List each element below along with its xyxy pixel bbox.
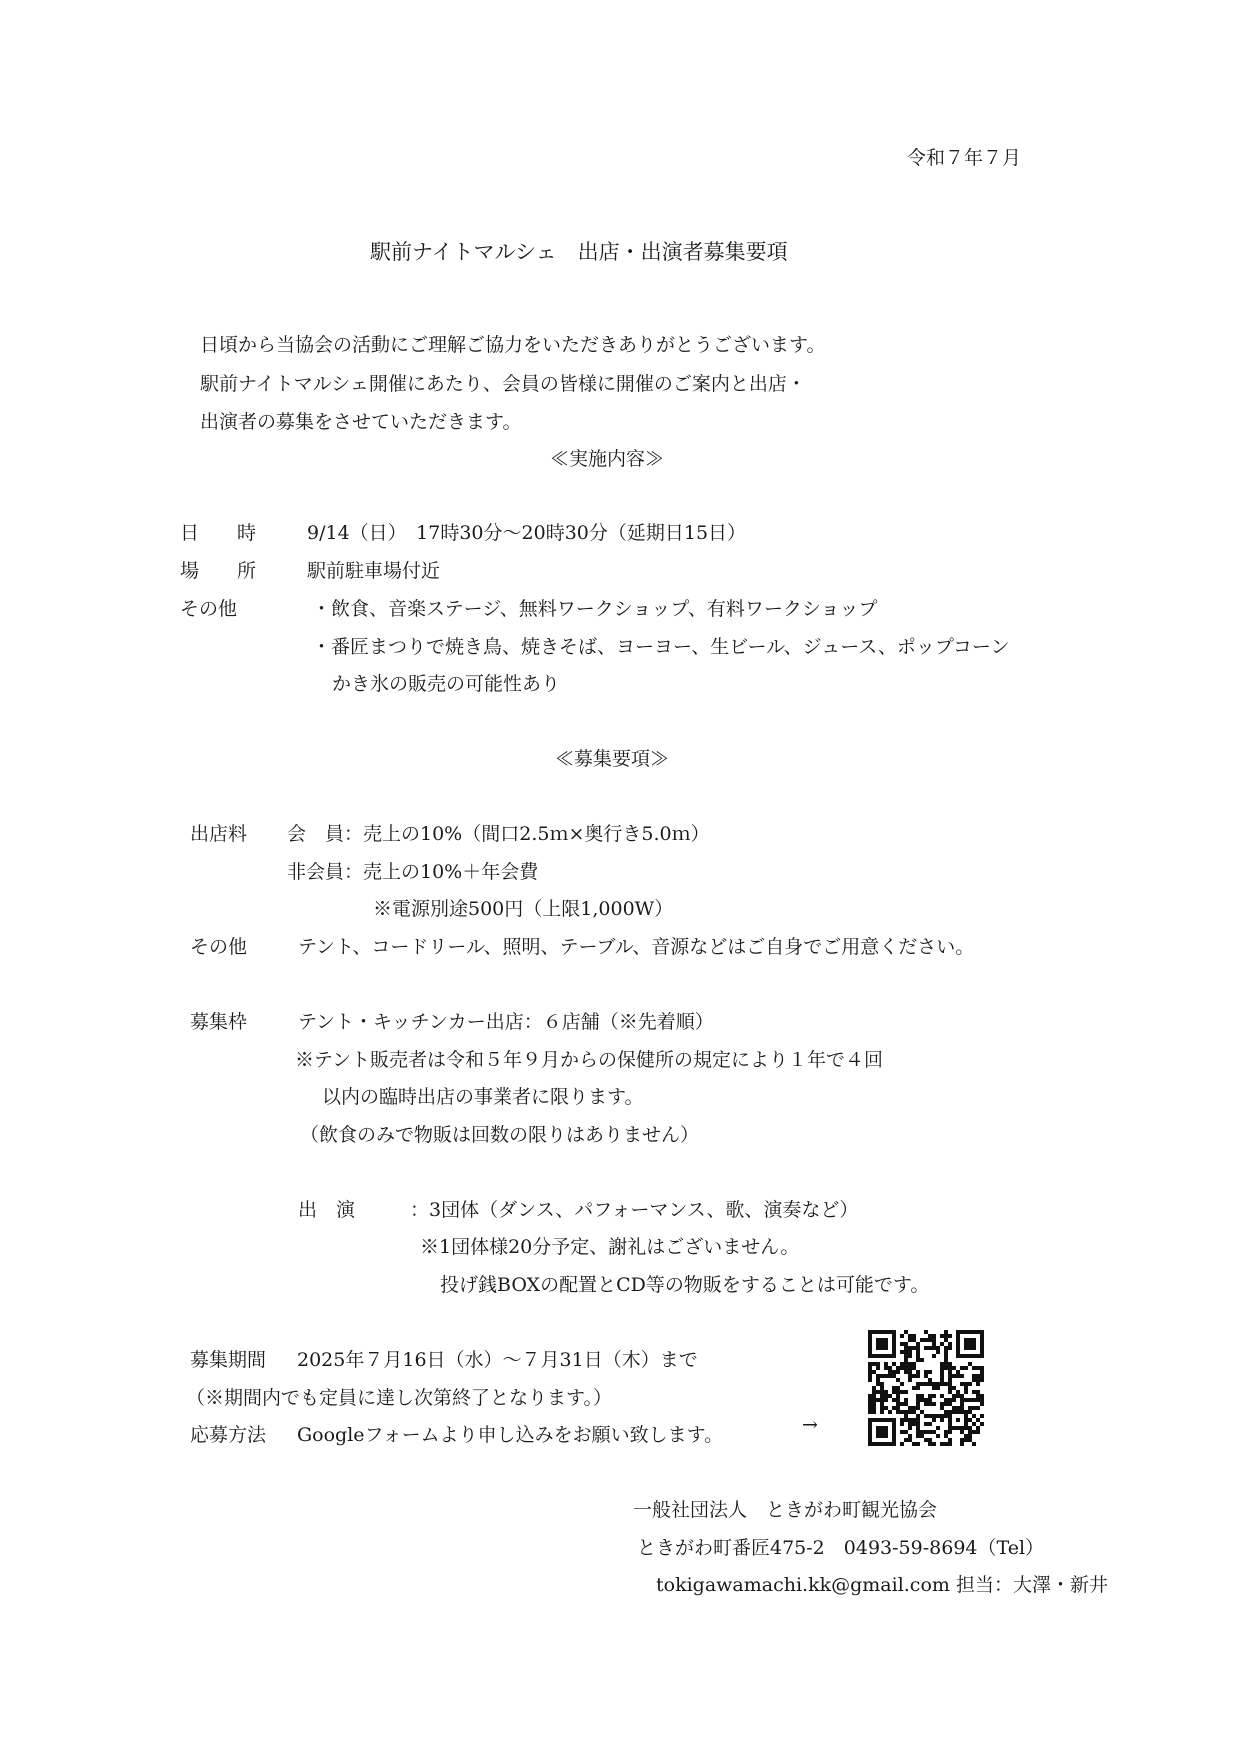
- contact-address: ときがわ町番匠475-2 0493-59-8694（Tel）: [637, 1537, 1045, 1559]
- page-title: 駅前ナイトマルシェ 出店・出演者募集要項: [370, 240, 788, 264]
- event-datetime-value: 9/14（日） 17時30分～20時30分（延期日15日）: [307, 522, 747, 544]
- event-place-label: 場 所: [180, 560, 257, 582]
- document-date: 令和７年７月: [907, 147, 1022, 169]
- period-label: 募集期間: [190, 1349, 267, 1371]
- fee-power-note: ※電源別途500円（上限1,000W）: [373, 898, 674, 920]
- perform-note-2: 投げ銭BOXの配置とCD等の物販をすることは可能です。: [440, 1274, 930, 1296]
- slots-value: テント・キッチンカー出店：６店舗（※先着順）: [298, 1011, 714, 1033]
- recruit-other-label: その他: [190, 936, 248, 958]
- period-note: （※期間内でも定員に達し次第終了となります。）: [186, 1387, 612, 1409]
- section-heading-recruit: ≪募集要項≫: [555, 748, 670, 770]
- event-other-label: その他: [180, 598, 238, 620]
- fee-member: 会 員：売上の10%（間口2.5ｍ×奥行き5.0ｍ）: [287, 823, 710, 845]
- apply-value: Googleフォームより申し込みをお願い致します。: [297, 1424, 724, 1446]
- perform-note-1: ※1団体様20分予定、謝礼はございません。: [420, 1236, 800, 1258]
- fee-label: 出店料: [190, 823, 248, 845]
- intro-line-1: 日頃から当協会の活動にご理解ご協力をいただきありがとうございます。: [200, 334, 826, 356]
- event-other-item-3: かき氷の販売の可能性あり: [332, 673, 561, 695]
- period-value: 2025年７月16日（水）～７月31日（木）まで: [297, 1349, 698, 1371]
- event-other-item-2: ・番匠まつりで焼き鳥、焼きそば、ヨーヨー、生ビール、ジュース、ポップコーン: [312, 636, 1010, 658]
- event-other-item-1: ・飲食、音楽ステージ、無料ワークショップ、有料ワークショップ: [312, 598, 878, 620]
- event-datetime-label: 日 時: [180, 522, 257, 544]
- apply-label: 応募方法: [190, 1424, 267, 1446]
- slots-label: 募集枠: [190, 1011, 248, 1033]
- qr-code-icon[interactable]: [868, 1330, 984, 1446]
- intro-line-3: 出演者の募集をさせていただきます。: [200, 411, 522, 433]
- recruit-other-value: テント、コードリール、照明、テーブル、音源などはご自身でご用意ください。: [298, 936, 975, 958]
- intro-line-2: 駅前ナイトマルシェ開催にあたり、会員の皆様に開催のご案内と出店・: [200, 373, 806, 395]
- slots-note-1: ※テント販売者は令和５年９月からの保健所の規定により１年で４回: [295, 1049, 884, 1071]
- slots-note-3: （飲食のみで物販は回数の限りはありません）: [300, 1124, 700, 1146]
- fee-nonmember: 非会員：売上の10%＋年会費: [287, 861, 539, 883]
- event-place-value: 駅前駐車場付近: [307, 560, 441, 582]
- section-heading-event: ≪実施内容≫: [550, 448, 665, 470]
- slots-note-2: 以内の臨時出店の事業者に限ります。: [322, 1086, 644, 1108]
- perform-value: ：3団体（ダンス、パフォーマンス、歌、演奏など）: [410, 1199, 859, 1221]
- perform-label: 出 演: [298, 1199, 356, 1221]
- contact-email-staff: tokigawamachi.kk@gmail.com 担当：大澤・新井: [656, 1574, 1108, 1596]
- arrow-right-icon: →: [802, 1414, 818, 1436]
- contact-org: 一般社団法人 ときがわ町観光協会: [633, 1499, 938, 1521]
